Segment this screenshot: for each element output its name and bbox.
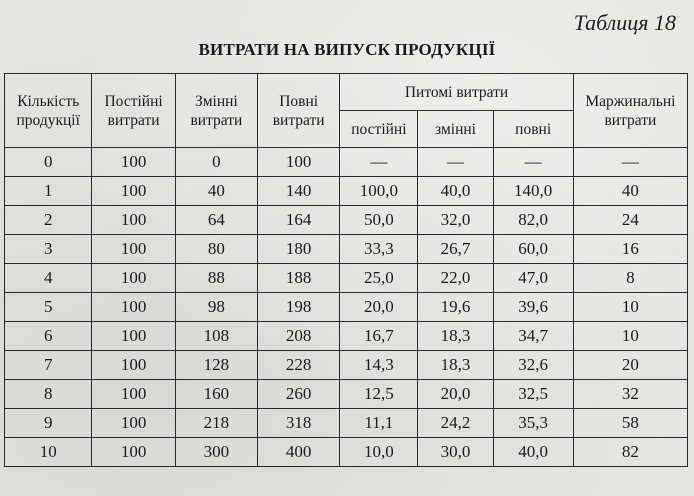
cell-quantity: 5 (5, 293, 92, 322)
table-row (5, 293, 688, 322)
cell-marginal: 8 (573, 264, 687, 293)
cell-quantity: 7 (5, 351, 92, 380)
table-row (5, 351, 688, 380)
table-row (5, 177, 688, 206)
header-unit-fixed: постійні (340, 111, 418, 148)
header-variable: Змінні витрати (175, 74, 257, 148)
cell-fixed: 100 (92, 206, 175, 235)
cell-variable: 0 (175, 148, 257, 177)
cell-fixed: 100 (92, 322, 175, 351)
cell-marginal: 40 (573, 177, 687, 206)
cell-unit-variable: 20,0 (418, 380, 493, 409)
cell-fixed: 100 (92, 235, 175, 264)
header-unit-costs: Питомі витрати (340, 74, 573, 111)
cell-marginal: 10 (573, 322, 687, 351)
cell-variable: 80 (175, 235, 257, 264)
cell-fixed: 100 (92, 409, 175, 438)
cell-variable: 98 (175, 293, 257, 322)
cell-unit-variable: 18,3 (418, 351, 493, 380)
cell-unit-variable: 24,2 (418, 409, 493, 438)
cell-quantity: 10 (5, 438, 92, 467)
cell-total: 164 (258, 206, 340, 235)
cell-fixed: 100 (92, 177, 175, 206)
header-total: Повні витрати (258, 74, 340, 148)
table-row (5, 409, 688, 438)
cell-unit-fixed: — (340, 148, 418, 177)
cell-total: 208 (258, 322, 340, 351)
cell-quantity: 1 (5, 177, 92, 206)
cell-variable: 108 (175, 322, 257, 351)
cell-unit-total: 82,0 (493, 206, 573, 235)
header-fixed: Постійні витрати (92, 74, 175, 148)
cell-fixed: 100 (92, 438, 175, 467)
cell-total: 188 (258, 264, 340, 293)
table-row (5, 206, 688, 235)
cell-marginal: 24 (573, 206, 687, 235)
cell-unit-variable: 18,3 (418, 322, 493, 351)
cell-unit-variable: 32,0 (418, 206, 493, 235)
table-row (5, 264, 688, 293)
cell-marginal: 82 (573, 438, 687, 467)
cell-total: 400 (258, 438, 340, 467)
cell-unit-total: 140,0 (493, 177, 573, 206)
cell-marginal: — (573, 148, 687, 177)
cell-total: 260 (258, 380, 340, 409)
cost-table (4, 73, 688, 467)
cell-quantity: 3 (5, 235, 92, 264)
cell-total: 180 (258, 235, 340, 264)
cell-unit-variable: 22,0 (418, 264, 493, 293)
cell-variable: 128 (175, 351, 257, 380)
header-unit-total: повні (493, 111, 573, 148)
cell-marginal: 58 (573, 409, 687, 438)
cell-total: 228 (258, 351, 340, 380)
cell-marginal: 20 (573, 351, 687, 380)
cell-unit-fixed: 50,0 (340, 206, 418, 235)
cell-unit-total: 32,6 (493, 351, 573, 380)
cell-unit-fixed: 25,0 (340, 264, 418, 293)
cell-unit-variable: 26,7 (418, 235, 493, 264)
cell-unit-fixed: 14,3 (340, 351, 418, 380)
cell-total: 198 (258, 293, 340, 322)
cell-marginal: 10 (573, 293, 687, 322)
cell-unit-fixed: 12,5 (340, 380, 418, 409)
cell-unit-total: 47,0 (493, 264, 573, 293)
header-row-1 (5, 74, 688, 111)
cell-marginal: 32 (573, 380, 687, 409)
header-unit-variable: змінні (418, 111, 493, 148)
cell-variable: 218 (175, 409, 257, 438)
cell-fixed: 100 (92, 148, 175, 177)
cell-unit-total: 40,0 (493, 438, 573, 467)
cell-unit-total: 35,3 (493, 409, 573, 438)
table-row (5, 438, 688, 467)
table-row (5, 322, 688, 351)
cell-variable: 40 (175, 177, 257, 206)
cell-total: 318 (258, 409, 340, 438)
header-marginal: Маржинальні витрати (573, 74, 687, 148)
table-body (5, 148, 688, 467)
cell-quantity: 6 (5, 322, 92, 351)
cell-fixed: 100 (92, 293, 175, 322)
cell-variable: 160 (175, 380, 257, 409)
cell-quantity: 2 (5, 206, 92, 235)
table-row (5, 380, 688, 409)
cell-unit-total: 32,5 (493, 380, 573, 409)
cell-unit-fixed: 33,3 (340, 235, 418, 264)
cell-variable: 300 (175, 438, 257, 467)
cell-fixed: 100 (92, 351, 175, 380)
cell-marginal: 16 (573, 235, 687, 264)
cell-unit-fixed: 11,1 (340, 409, 418, 438)
table-number: Таблиця 18 (573, 10, 676, 35)
cell-variable: 64 (175, 206, 257, 235)
cell-unit-total: 39,6 (493, 293, 573, 322)
cell-unit-fixed: 10,0 (340, 438, 418, 467)
cell-unit-variable: — (418, 148, 493, 177)
cell-total: 140 (258, 177, 340, 206)
cell-unit-fixed: 20,0 (340, 293, 418, 322)
cell-unit-total: 60,0 (493, 235, 573, 264)
cell-fixed: 100 (92, 380, 175, 409)
cell-unit-fixed: 16,7 (340, 322, 418, 351)
cell-unit-total: — (493, 148, 573, 177)
cell-unit-variable: 40,0 (418, 177, 493, 206)
table-row (5, 235, 688, 264)
cell-unit-variable: 30,0 (418, 438, 493, 467)
header-quantity: Кількість продукції (5, 74, 92, 148)
cell-fixed: 100 (92, 264, 175, 293)
cell-quantity: 0 (5, 148, 92, 177)
cell-unit-total: 34,7 (493, 322, 573, 351)
cell-total: 100 (258, 148, 340, 177)
cell-unit-fixed: 100,0 (340, 177, 418, 206)
cell-quantity: 9 (5, 409, 92, 438)
cell-quantity: 4 (5, 264, 92, 293)
table-row (5, 148, 688, 177)
cell-unit-variable: 19,6 (418, 293, 493, 322)
cell-variable: 88 (175, 264, 257, 293)
table-title: ВИТРАТИ НА ВИПУСК ПРОДУКЦІЇ (198, 40, 496, 59)
cell-quantity: 8 (5, 380, 92, 409)
